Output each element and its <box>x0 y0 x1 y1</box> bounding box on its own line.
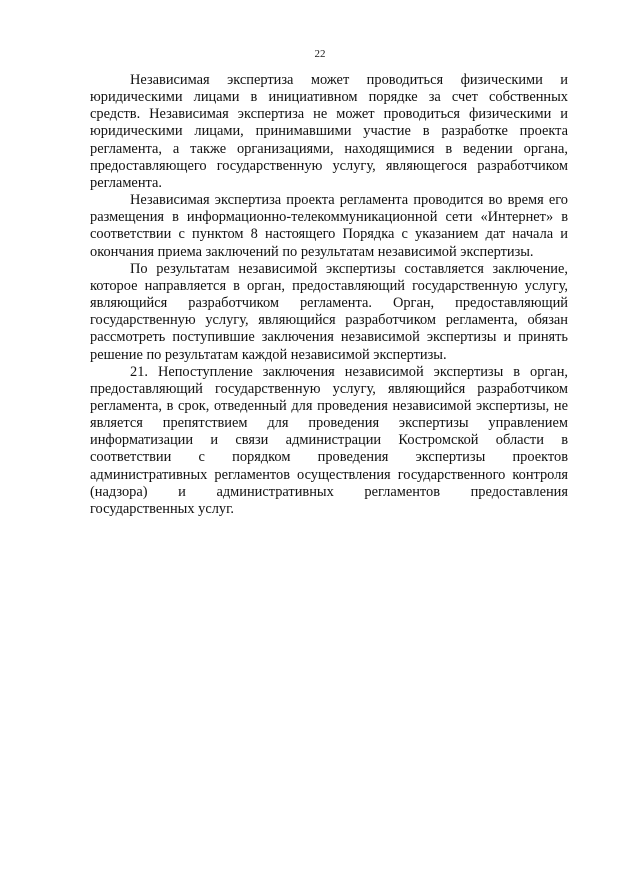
paragraph-expertise-period: Независимая экспертиза проекта регламента проводится во время его размещения в информационно-телекоммуникационной сети «Интернет» в соответствии с пунктом 8 настоящего Порядка с указанием дат начала и окончания приема заключений по результатам независимой экспертизы. <box>90 192 568 260</box>
document-body <box>90 72 568 518</box>
paragraph-expertise-conclusion: По результатам независимой экспертизы составляется заключение, которое направляется в орган, предоставляющий государственную услугу, являющийся разработчиком регламента. Орган, предоставляющий государственную услугу, являющийся разработчиком регламента, обязан рассмотреть поступившие заключения независимой экспертизы и принять решение по результатам каждой независимой экспертизы. <box>90 260 568 363</box>
paragraph-item-21: 21. Непоступление заключения независимой экспертизы в орган, предоставляющий государственную услугу, являющийся разработчиком регламента, в срок, отведенный для проведения независимой экспертизы, не является препятствием для проведения экспертизы управлением информатизации и связи администрации Костромской области в соответствии с порядком проведения экспертизы проектов административных регламентов осуществления государственного контроля (надзора) и административных регламентов предоставления государственных услуг. <box>90 363 568 517</box>
page-number: 22 <box>314 48 326 60</box>
paragraph-independent-expertise: Независимая экспертиза может проводиться физическими и юридическими лицами в инициативном порядке за счет собственных средств. Независимая экспертиза не может проводиться физическими и юридическими лицами, принимавшими участие в разработке проекта регламента, а также организациями, находящимися в ведении органа, предоставляющего государственную услугу, являющегося разработчиком регламента. <box>90 72 568 191</box>
